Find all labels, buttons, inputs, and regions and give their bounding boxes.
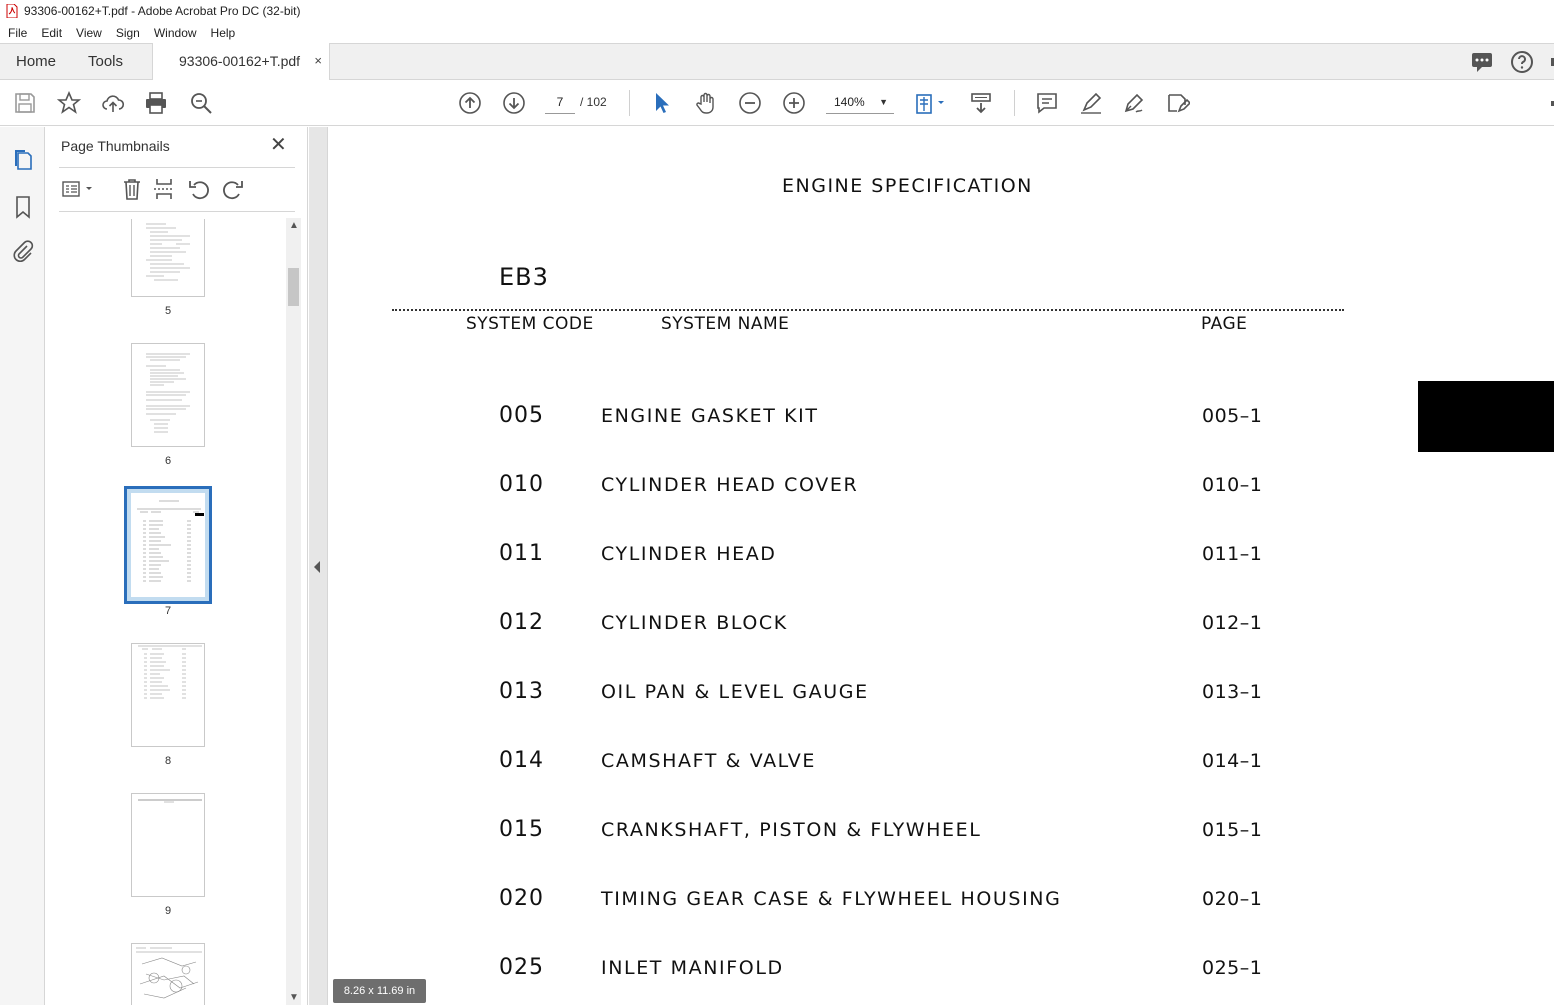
- column-header-system-code: SYSTEM CODE: [466, 314, 594, 334]
- system-name: ENGINE GASKET KIT: [601, 405, 819, 427]
- table-row: [329, 541, 1554, 571]
- system-code: 011: [499, 541, 544, 566]
- system-code: 025: [499, 955, 544, 980]
- system-page: 025–1: [1202, 957, 1263, 979]
- thumbnail-page-8[interactable]: [131, 643, 205, 747]
- system-page: 015–1: [1202, 819, 1263, 841]
- table-row: [329, 955, 1554, 985]
- system-code: 013: [499, 679, 544, 704]
- system-code: 014: [499, 748, 544, 773]
- thumbnail-label: 5: [164, 305, 172, 317]
- thumbnail-options-icon[interactable]: [61, 177, 97, 201]
- system-code: 005: [499, 403, 544, 428]
- page-thumbnails-panel: [45, 127, 308, 1005]
- panel-collapse-handle[interactable]: [309, 127, 328, 1005]
- system-code: 010: [499, 472, 544, 497]
- rotate-counterclockwise-icon[interactable]: [187, 177, 211, 201]
- tab-document[interactable]: [152, 43, 330, 81]
- panel-divider: [59, 167, 295, 168]
- attachment-paperclip-icon[interactable]: [11, 240, 35, 264]
- menu-view[interactable]: View: [76, 25, 102, 40]
- toolbar-separator: [1014, 90, 1015, 116]
- left-navigation-rail: [0, 127, 45, 1005]
- table-row: [329, 472, 1554, 502]
- menu-sign[interactable]: Sign: [115, 25, 140, 40]
- system-page: 020–1: [1202, 888, 1263, 910]
- bookmark-icon[interactable]: [11, 195, 35, 219]
- panel-divider: [59, 211, 295, 212]
- zoom-level-value: 140%: [834, 95, 865, 109]
- hand-tool-icon[interactable]: [694, 91, 718, 115]
- thumbnail-label: 9: [164, 905, 172, 917]
- thumbnail-page-10[interactable]: [131, 943, 205, 1005]
- overflow-edge-icon: [1550, 50, 1554, 74]
- find-zoom-icon[interactable]: [189, 91, 213, 115]
- print-icon[interactable]: [144, 91, 168, 115]
- thumbnail-page-5[interactable]: [131, 219, 205, 297]
- system-name: CYLINDER BLOCK: [601, 612, 788, 634]
- menu-file[interactable]: File: [8, 25, 28, 40]
- comment-bubble-icon[interactable]: [1470, 50, 1494, 74]
- table-row: [329, 403, 1554, 433]
- system-page: 010–1: [1202, 474, 1263, 496]
- tab-close-button[interactable]: ×: [314, 53, 322, 68]
- zoom-in-icon[interactable]: [782, 91, 806, 115]
- collapse-left-arrow-icon[interactable]: [314, 561, 320, 573]
- toolbar-separator: [629, 90, 630, 116]
- next-page-icon[interactable]: [502, 91, 526, 115]
- thumbnail-page-6[interactable]: [131, 343, 205, 447]
- panel-close-button[interactable]: ✕: [270, 134, 287, 156]
- system-page: 005–1: [1202, 405, 1263, 427]
- save-icon[interactable]: [13, 91, 37, 115]
- star-bookmark-icon[interactable]: [57, 91, 81, 115]
- table-row: [329, 748, 1554, 778]
- window-title: 93306-00162+T.pdf - Adobe Acrobat Pro DC (32-bit): [24, 4, 301, 18]
- column-header-system-name: SYSTEM NAME: [661, 314, 790, 334]
- comment-icon[interactable]: [1035, 91, 1059, 115]
- header-rule: [392, 309, 1344, 311]
- document-view[interactable]: [329, 127, 1554, 1005]
- thumbnails-list: [59, 219, 295, 1005]
- toolbar: [0, 80, 1554, 126]
- panel-title: Page Thumbnails: [61, 138, 170, 154]
- fill-sign-icon[interactable]: [1166, 91, 1190, 115]
- system-name: OIL PAN & LEVEL GAUGE: [601, 681, 869, 703]
- zoom-out-icon[interactable]: [738, 91, 762, 115]
- system-page: 014–1: [1202, 750, 1263, 772]
- system-code: 012: [499, 610, 544, 635]
- thumbnail-page-9[interactable]: [131, 793, 205, 897]
- menu-bar: [0, 22, 1554, 43]
- thumbnail-page-7[interactable]: [125, 487, 211, 603]
- tab-tools[interactable]: Tools: [88, 53, 124, 70]
- tab-bar: [0, 43, 1554, 80]
- thumbnail-label: 8: [164, 755, 172, 767]
- page-size-indicator: 8.26 x 11.69 in: [333, 979, 426, 1003]
- overflow-edge-icon: [1548, 91, 1554, 115]
- page-thumbnails-icon[interactable]: [11, 147, 35, 171]
- draw-pen-icon[interactable]: [1122, 91, 1146, 115]
- table-row: [329, 679, 1554, 709]
- menu-help[interactable]: Help: [210, 25, 236, 40]
- title-bar: [0, 0, 1554, 22]
- scroll-up-arrow-icon[interactable]: ▲: [289, 220, 299, 231]
- section-edge-tab: [1418, 381, 1554, 452]
- tab-document-label: 93306-00162+T.pdf: [179, 53, 301, 69]
- upload-cloud-icon[interactable]: [101, 91, 125, 115]
- column-header-page: PAGE: [1201, 314, 1248, 334]
- menu-edit[interactable]: Edit: [41, 25, 63, 40]
- table-row: [329, 610, 1554, 640]
- insert-pages-icon[interactable]: [152, 177, 176, 201]
- system-name: CRANKSHAFT, PISTON & FLYWHEEL: [601, 819, 982, 841]
- thumbnails-scrollbar[interactable]: [286, 218, 301, 1005]
- table-row: [329, 886, 1554, 916]
- scrollbar-thumb[interactable]: [288, 268, 299, 306]
- system-name: CYLINDER HEAD: [601, 543, 777, 565]
- thumbnail-label: 7: [164, 605, 172, 617]
- scroll-down-arrow-icon[interactable]: ▼: [289, 992, 299, 1003]
- thumbnail-label: 6: [164, 455, 172, 467]
- highlight-pen-icon[interactable]: [1079, 91, 1103, 115]
- system-name: TIMING GEAR CASE & FLYWHEEL HOUSING: [601, 888, 1062, 910]
- document-title: ENGINE SPECIFICATION: [782, 175, 1033, 197]
- system-code: 020: [499, 886, 544, 911]
- system-code: 015: [499, 817, 544, 842]
- system-name: INLET MANIFOLD: [601, 957, 784, 979]
- delete-trash-icon[interactable]: [120, 177, 144, 201]
- system-name: CYLINDER HEAD COVER: [601, 474, 859, 496]
- pdf-file-icon: [6, 4, 18, 18]
- page-total: / 102: [580, 95, 607, 109]
- chevron-down-icon: ▼: [879, 97, 888, 107]
- system-page: 012–1: [1202, 612, 1263, 634]
- previous-page-icon[interactable]: [458, 91, 482, 115]
- help-icon[interactable]: [1510, 50, 1534, 74]
- zoom-level-dropdown[interactable]: [826, 92, 894, 114]
- system-page: 011–1: [1202, 543, 1263, 565]
- page-fit-icon[interactable]: [914, 91, 948, 115]
- system-name: CAMSHAFT & VALVE: [601, 750, 816, 772]
- pdf-page: [329, 127, 1554, 1005]
- menu-window[interactable]: Window: [153, 25, 197, 40]
- system-page: 013–1: [1202, 681, 1263, 703]
- page-number-input[interactable]: 7: [545, 92, 575, 114]
- scroll-mode-icon[interactable]: [969, 91, 993, 115]
- select-cursor-icon[interactable]: [650, 91, 674, 115]
- rotate-clockwise-icon[interactable]: [221, 177, 245, 201]
- table-row: [329, 817, 1554, 847]
- tab-home[interactable]: Home: [16, 53, 57, 70]
- engine-model: EB3: [499, 263, 549, 291]
